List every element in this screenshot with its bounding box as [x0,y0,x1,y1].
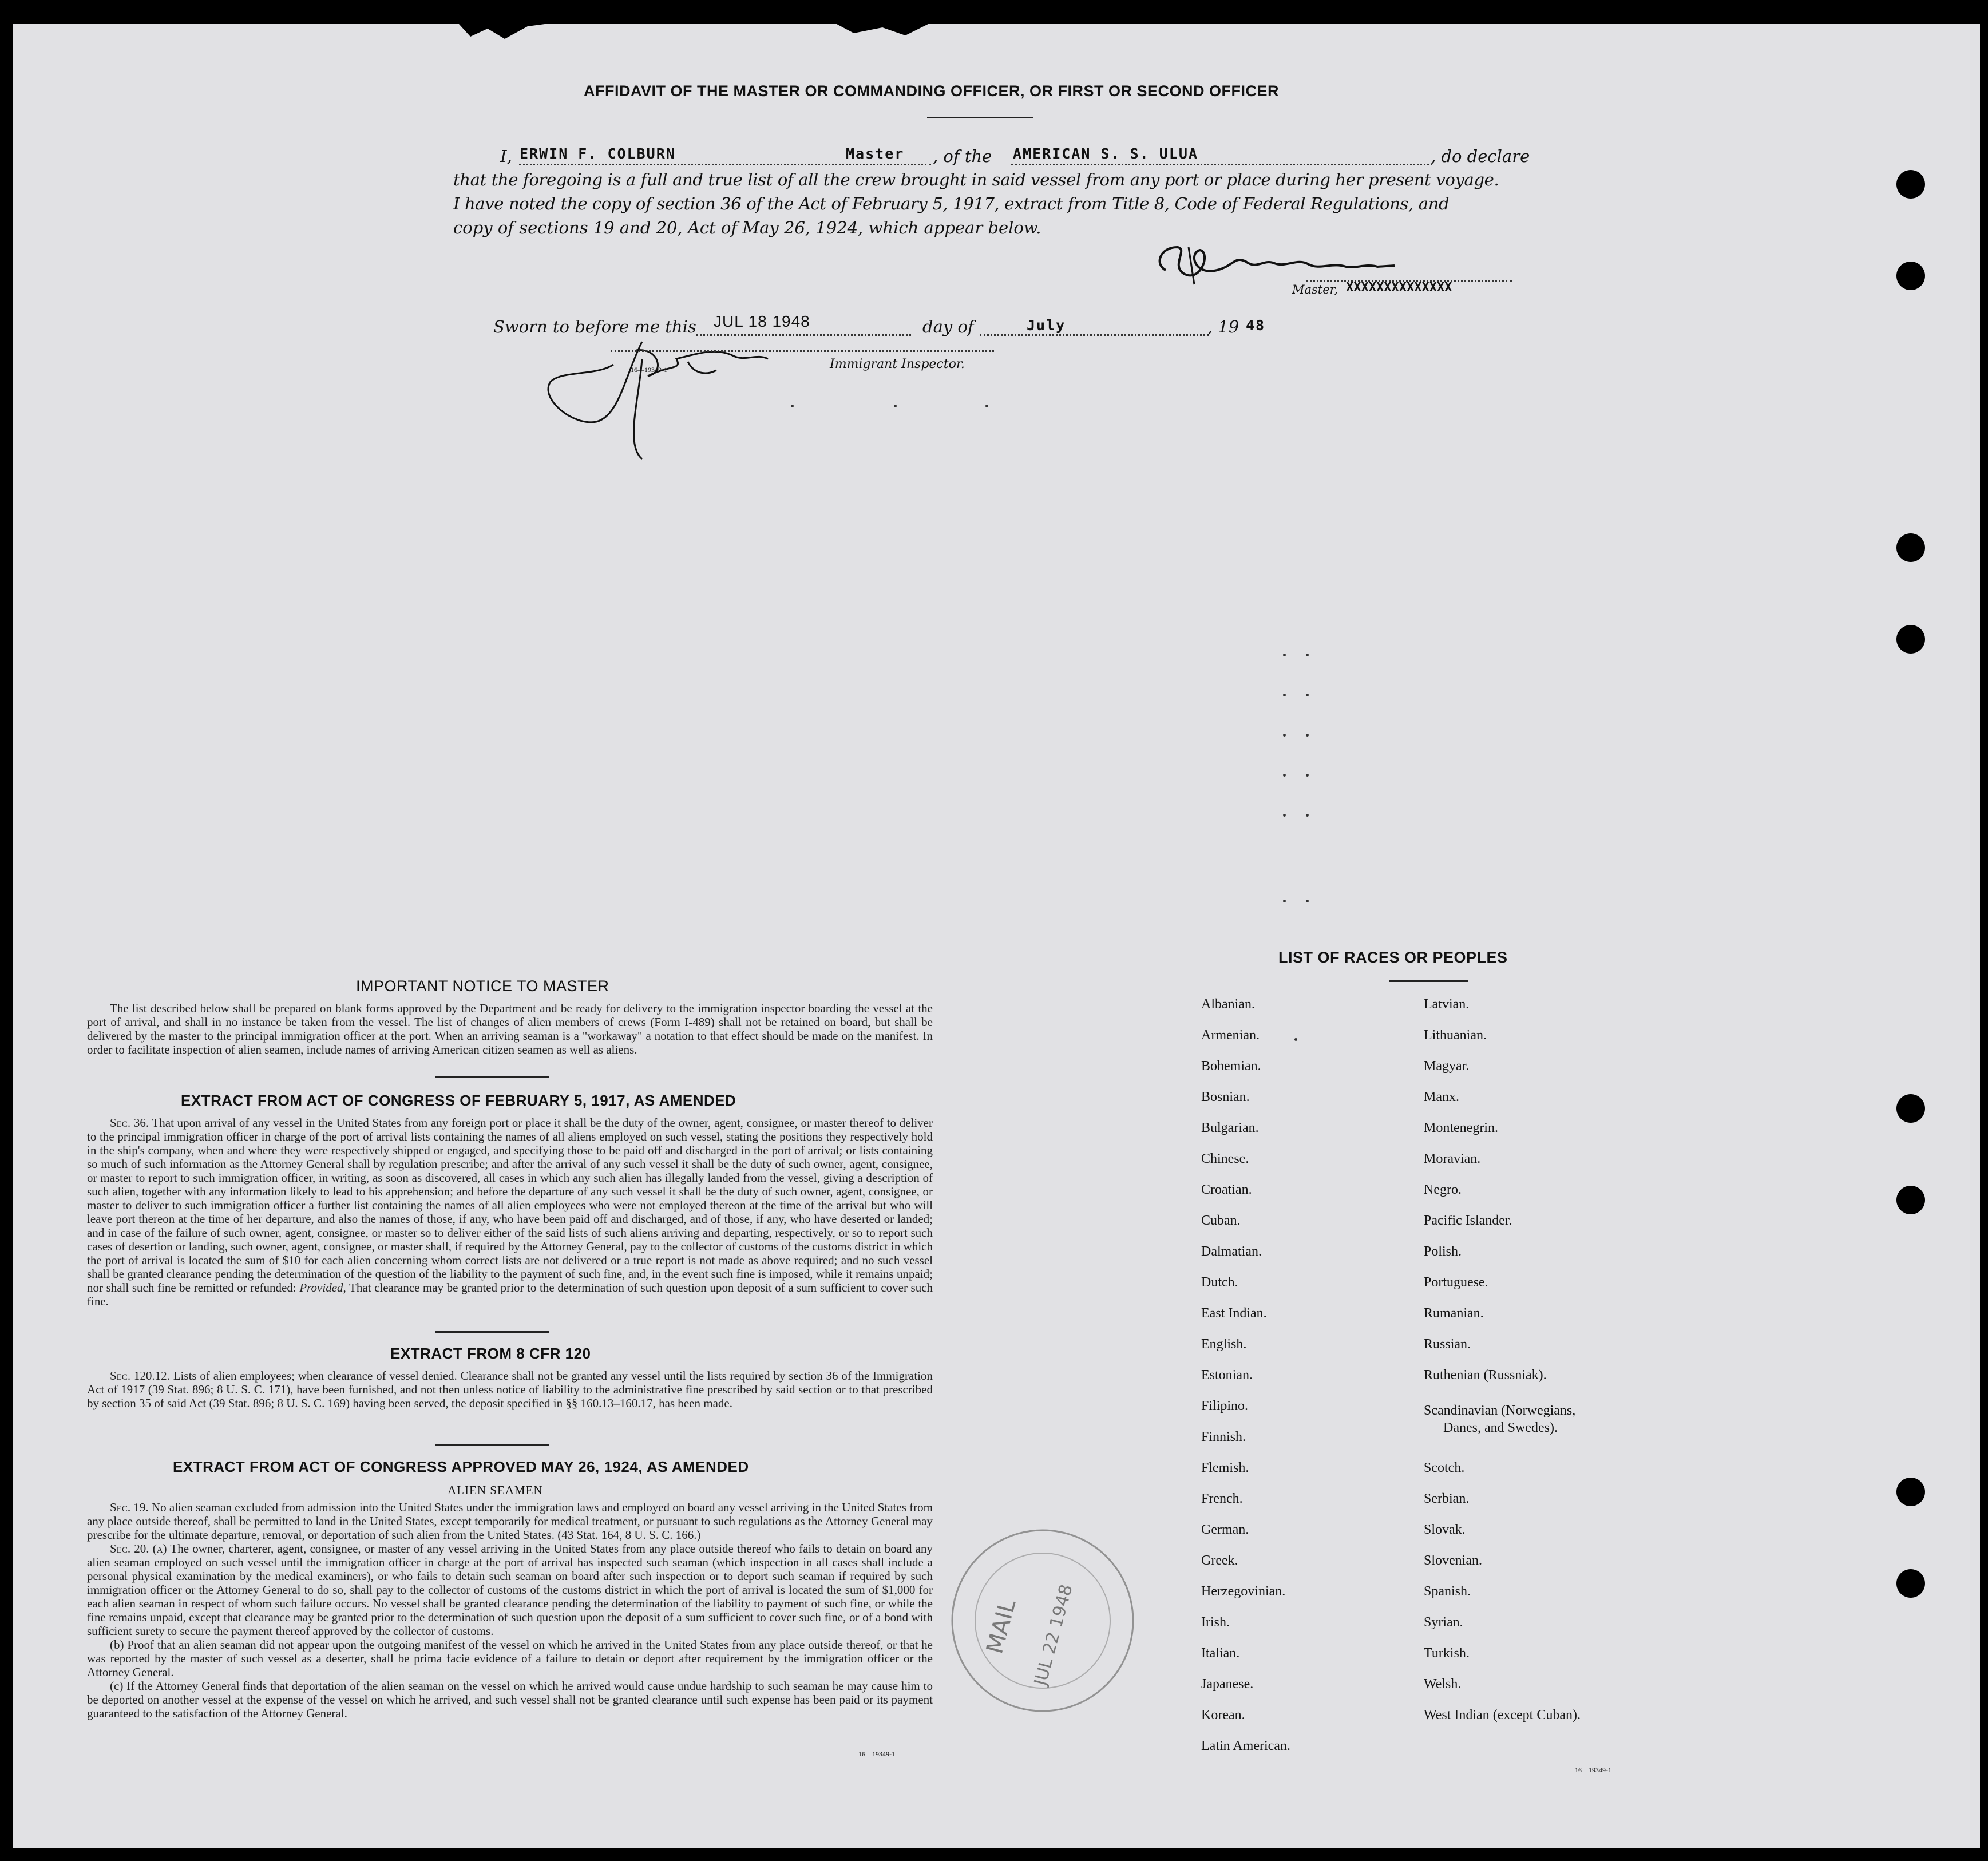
race-left-item: Dutch. [1201,1275,1238,1290]
race-right-item: Montenegrin. [1424,1120,1498,1135]
punch-hole [1896,170,1925,199]
race-right-item: Turkish. [1424,1646,1470,1661]
alien-seamen-subtitle: ALIEN SEAMEN [448,1483,543,1497]
sworn-label: Sworn to before me this [493,317,696,336]
proviso-word: Provided, [299,1281,346,1294]
race-left-item: Dalmatian. [1201,1244,1262,1259]
race-right-item: Moravian. [1424,1151,1481,1166]
race-right-item: Syrian. [1424,1615,1463,1630]
extract-form-number: 16—19349-1 [858,1750,895,1758]
speck [985,405,988,407]
speck [1294,1038,1297,1041]
master-name: ERWIN F. COLBURN [520,145,676,162]
race-left-item: Latin American. [1201,1739,1290,1753]
sec19-lead: Sec. 19. [110,1500,149,1514]
punch-hole [1896,1569,1925,1598]
race-right-item: West Indian (except Cuban). [1424,1708,1581,1723]
speck [1283,900,1286,902]
sec19-text: No alien seaman excluded from admission into the United States under the immigration laws and employed on board any vessel arriving in the United States from any place outside thereof, shall be permitted to land in the United States, except temporarily for medical treatment, or pursuant to such regulations as the Attorney General may prescribe for the ultimate departure, removal, or deportation of such alien from the United States. (43 Stat. 164, 8 U. S. C. 166.) [87,1500,933,1542]
speck [1283,734,1286,737]
extract-1924-title: EXTRACT FROM ACT OF CONGRESS APPROVED MAY 26, 1924, AS AMENDED [173,1458,749,1475]
race-left-item: Flemish. [1201,1460,1249,1475]
race-left-item: French. [1201,1491,1243,1506]
race-left-item: East Indian. [1201,1306,1267,1321]
race-left-item: Croatian. [1201,1182,1252,1197]
race-left-item: Chinese. [1201,1151,1249,1166]
inspector-signature-line [611,350,994,352]
races-title: LIST OF RACES OR PEOPLES [1278,949,1508,966]
race-right-item: Magyar. [1424,1059,1470,1074]
name-field-line [519,164,931,165]
speck [1306,814,1309,817]
extract-cfr-body [87,1369,933,1410]
sec20c-text: (c) If the Attorney General finds that deportation of the alien seaman on the vessel on which he arrived would cause undue hardship to such seaman he may cause him to be deported on another vessel at the expense of the vessel on which he arrived, and such vessel shall not be granted clearance until such expense has been paid or its payment guaranteed to the satisfaction of the Attorney General. [87,1679,933,1720]
struck-officer-title: XXXXXXXXXXXXXX [1346,280,1452,295]
race-right-item: Serbian. [1424,1491,1470,1506]
divider-cfr [435,1331,549,1333]
race-left-item: Bulgarian. [1201,1120,1259,1135]
race-right-item: Slovenian. [1424,1553,1482,1568]
proviso-text: That clearance may be granted prior to the determination of such question upon deposit of a sum sufficient to cover such fine. [87,1281,933,1308]
race-left-item: Irish. [1201,1615,1230,1630]
race-left-item: Albanian. [1201,997,1255,1012]
year-label: , 19 [1207,317,1239,336]
torn-edge [13,24,1980,47]
race-left-item: German. [1201,1522,1249,1537]
speck [1306,734,1309,737]
inspector-label: Immigrant Inspector. [830,357,965,371]
punch-hole [1896,1094,1925,1123]
speck [791,405,794,407]
races-form-number: 16—19349-1 [1575,1766,1611,1774]
month-line [980,334,1209,336]
race-right-item: Scotch. [1424,1460,1465,1475]
race-left-item: Bohemian. [1201,1059,1261,1074]
race-right-item: Pacific Islander. [1424,1213,1512,1228]
day-of-label: day of [922,317,974,336]
speck [1306,654,1309,656]
race-left-item: Korean. [1201,1708,1245,1723]
race-right-item: Spanish. [1424,1584,1471,1599]
race-right-item: Rumanian. [1424,1306,1484,1321]
affidavit-line-4: copy of sections 19 and 20, Act of May 26, 1924, which appear below. [453,218,1041,237]
speck [1283,814,1286,817]
race-left-item: Estonian. [1201,1368,1253,1383]
speck [1283,774,1286,777]
affidavit-title: AFFIDAVIT OF THE MASTER OR COMMANDING OFFICER, OR FIRST OR SECOND OFFICER [584,82,1279,100]
title-underline [927,117,1033,118]
race-left-item: Greek. [1201,1553,1238,1568]
race-right-item: Danes, and Swedes). [1443,1420,1558,1435]
month-value: July [1027,317,1066,334]
vessel-field-line [1011,164,1432,165]
notice-title: IMPORTANT NOTICE TO MASTER [356,977,609,995]
race-right-item: Scandinavian (Norwegians, [1424,1403,1576,1418]
race-right-item: Slovak. [1424,1522,1466,1537]
extract-cfr-title: EXTRACT FROM 8 CFR 120 [390,1345,591,1362]
sec120-text: Lists of alien employees; when clearance of vessel denied. Clearance shall not be granted any vessel until the lists required by section 36 of the Immigration Act of 1917 (39 Stat. 896; 8 U. S. C. 171), have been furnished, and not then unless notice of liability to the administrative fine prescribed by said section or to that prescribed by section 35 of said Act (39 Stat. 896; 8 U. S. C. 169) having been served, the deposit specified in §§ 160.13–160.17, has been made. [87,1369,933,1410]
sec36-lead: Sec. 36. [110,1116,149,1130]
punch-hole [1896,262,1925,290]
divider-1917 [435,1076,549,1078]
race-left-item: English. [1201,1337,1247,1352]
affidavit-line-2: that the foregoing is a full and true list of all the crew brought in said vessel from any port or place during her present voyage. [453,170,1499,189]
year-value: 48 [1246,317,1266,334]
speck [894,405,897,407]
date-stamp: JUL 18 1948 [714,312,810,330]
affidavit-form-number: 16—19349-1 [631,366,667,374]
speck [1283,694,1286,696]
stamp-date-text: JUL 22 1948 [1030,1582,1077,1688]
extract-1924-body [87,1500,933,1720]
of-the-label: , of the [933,146,992,166]
speck [1306,900,1309,902]
extract-1917-title: EXTRACT FROM ACT OF CONGRESS OF FEBRUARY 5, 1917, AS AMENDED [181,1092,736,1109]
sec36-text: That upon arrival of any vessel in the United States from any foreign port or place it shall be the duty of the owner, agent, consignee, or master thereof to deliver to the principal immigration officer in charge of the port of arrival lists containing the names of all aliens employed on such vessel, stating the positions they respectively hold in the ship's company, when and where they were respectively shipped or engaged, and specifying those to be paid off and discharged in the port of arrival; or lists containing so much of such information as the Attorney General shall by regulation prescribe; and after the arrival of any such vessel it shall be the duty of such owner, agent, consignee, or master to report to such immigration officer, in writing, as soon as discovered, all cases in which any such alien has illegally landed from the vessel, giving a description of such alien, together with any information likely to lead to his apprehension; and before the departure of any such vessel it shall be the duty of such owner, agent, consignee, or master to deliver to such immigration officer a further list containing the names of all alien employees who were not employed thereon at the time of the arrival but who will leave port thereon at the time of her departure, and also the names of those, if any, who have been paid off and discharged, and of those, if any, who have deserted or landed; and in case of the failure of such owner, agent, consignee, or master so to deliver either of the said lists of such aliens arriving and departing, respectively, or so to report such cases of desertion or landing, such owner, agent, consignee, or master shall, if required by the Attorney General, pay to the collector of customs of the customs district in which the port of arrival is located the sum of $10 for each alien concerning whom correct lists are not delivered or a true report is not made as above required; and no such vessel shall be granted clearance pending the determination of the question of the liability to the payment of such fine, and, in the event such fine is imposed, while it remains unpaid; nor shall such fine be remitted or refunded: [87,1116,933,1294]
master-label: Master, [1292,283,1338,296]
mail-postmark [928,1529,1169,1718]
races-underline [1389,980,1468,982]
sec20a-lead: Sec. 20. (a) [110,1542,167,1555]
sec120-lead: Sec. 120.12. [110,1369,170,1383]
punch-hole [1896,1186,1925,1214]
race-right-item: Welsh. [1424,1677,1462,1692]
rank-value: Master [846,145,905,162]
race-left-item: Armenian. [1201,1028,1260,1043]
race-right-item: Ruthenian (Russniak). [1424,1368,1547,1383]
punch-hole [1896,625,1925,654]
race-right-item: Lithuanian. [1424,1028,1487,1043]
vessel-name: AMERICAN S. S. ULUA [1013,145,1198,162]
race-right-item: Negro. [1424,1182,1462,1197]
document-page [13,24,1980,1848]
race-left-item: Herzegovinian. [1201,1584,1286,1599]
divider-1924 [435,1444,549,1446]
speck [1306,774,1309,777]
extract-1917-body [87,1116,933,1308]
speck [1283,654,1286,656]
i-label: I, [500,146,512,166]
punch-hole [1896,1478,1925,1506]
race-right-item: Latvian. [1424,997,1470,1012]
race-right-item: Polish. [1424,1244,1462,1259]
punch-hole [1896,533,1925,562]
race-left-item: Japanese. [1201,1677,1254,1692]
speck [1306,694,1309,696]
race-left-item: Cuban. [1201,1213,1241,1228]
race-right-item: Portuguese. [1424,1275,1488,1290]
sec20b-text: (b) Proof that an alien seaman did not appear upon the outgoing manifest of the vessel on which he arrived in the United States from any place outside thereof, or that he was reported by the master of such vessel as a deserter, shall be prima facie evidence of a failure to detain or deport after requirement by the immigration officer or the Attorney General. [87,1638,933,1679]
race-left-item: Bosnian. [1201,1090,1250,1104]
race-left-item: Italian. [1201,1646,1240,1661]
sec20a-text: The owner, charterer, agent, consignee, or master of any vessel arriving in the United States from any place outside thereof who fails to detain on board any alien seaman employed on such vessel until the immigration officer in charge at the port of arrival has inspected such seaman (which inspection in all cases shall include a personal physical examination by the medical examiners), or who fails to detain such seaman on board after such inspection or to deport such seaman if required by such immigration officer or the Attorney General to do so, shall pay to the collector of customs of the customs district in which the port of arrival is located the sum of $1,000 for each alien seaman in respect of whom such failure occurs. No vessel shall be granted clearance pending the determination of the liability to payment of such fine, or while the fine remains unpaid, except that clearance may be granted prior to the determination of such question upon the deposit of a sum sufficient to cover such fine, or of a bond with sufficient surety to secure the payment thereof approved by the collector of customs. [87,1542,933,1638]
race-right-item: Manx. [1424,1090,1459,1104]
stamp-mail-text: MAIL [981,1596,1021,1657]
race-left-item: Finnish. [1201,1430,1246,1444]
affidavit-line-3: I have noted the copy of section 36 of the Act of February 5, 1917, extract from Title 8, Code of Federal Regulations, and [453,194,1450,213]
do-declare-label: , do declare [1431,146,1530,166]
race-right-item: Russian. [1424,1337,1471,1352]
race-left-item: Filipino. [1201,1399,1249,1413]
notice-body: The list described below shall be prepared on blank forms approved by the Department and be ready for delivery to the immigration inspector boarding the vessel at the port of arrival, and shall in no instance be taken from the vessel. The list of changes of alien members of crews (Form I-489) shall not be retained on board, but shall be delivered by the master to the principal immigration officer at the port. When an arriving seaman is a "workaway" a notation to that effect should be made on the manifest. In order to facilitate inspection of alien seamen, include names of arriving American citizen seamen as well as aliens. [87,1001,933,1056]
